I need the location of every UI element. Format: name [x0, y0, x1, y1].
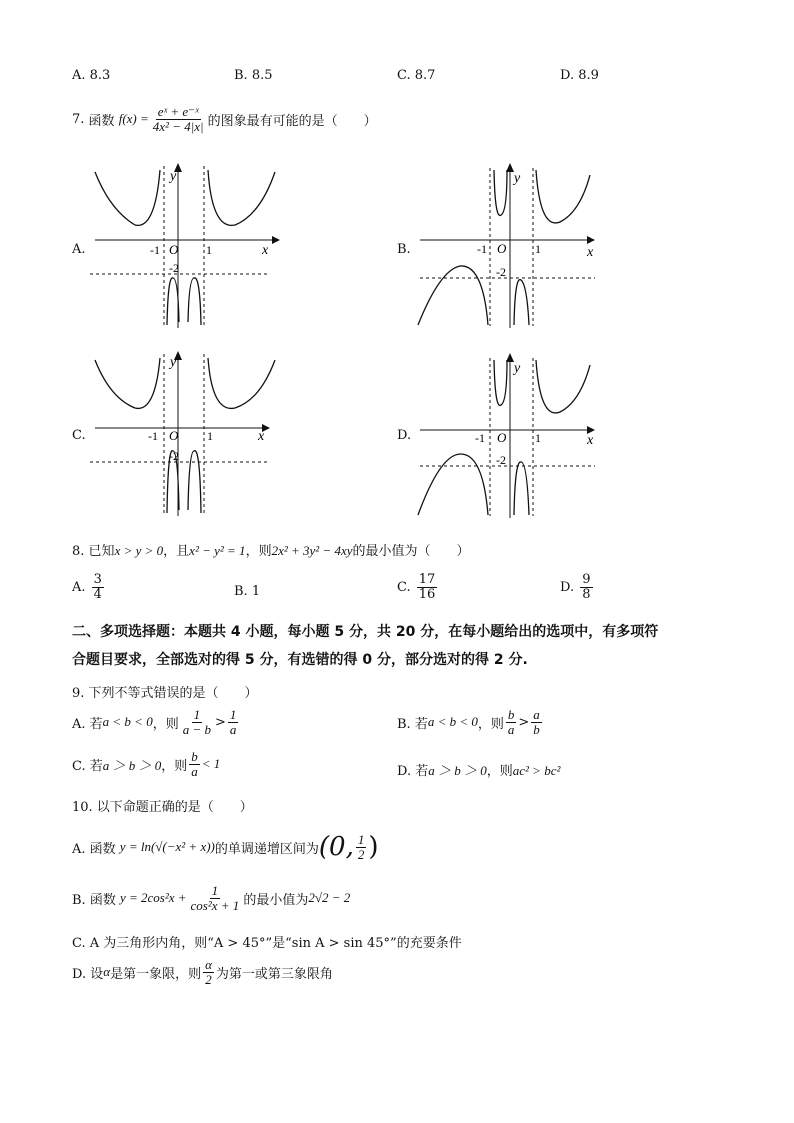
- q10-a-interval-right: ): [368, 832, 379, 862]
- graph-d-neg2: -2: [496, 453, 506, 467]
- q8-a-num: 3: [93, 572, 102, 587]
- q10-a-pre: A. 函数: [72, 841, 116, 857]
- q10-b-den: cos²x + 1: [190, 897, 240, 913]
- q9-c-pre: C. 若: [72, 758, 103, 774]
- graph-b-label: B.: [397, 242, 411, 257]
- q8-text-a: 已知: [88, 544, 115, 559]
- graph-c-neg1: -1: [148, 429, 158, 443]
- q10-d-pre: D. 设: [72, 966, 104, 982]
- q9-a-mid: ，则: [152, 716, 179, 732]
- q9-a-pre: A. 若: [72, 716, 103, 732]
- graph-b-y-label: y: [514, 171, 521, 186]
- graph-c-origin: O: [169, 428, 179, 443]
- q9-d-cond: a ＞ b ＞ 0: [428, 763, 487, 778]
- q10-d-den: 2: [205, 971, 212, 987]
- q9-b-n1: b: [507, 707, 515, 722]
- q9-c-mid: ，则: [161, 758, 188, 774]
- q8-option-c-label: C.: [397, 579, 411, 595]
- graph-b: [415, 160, 605, 330]
- q10-a-interval-left: (0,: [318, 832, 354, 862]
- graph-d-origin: O: [497, 430, 507, 445]
- q10-a-num: 1: [357, 831, 365, 847]
- graph-d-x-label: x: [587, 433, 594, 448]
- q7-number: 7.: [72, 111, 85, 127]
- q9-option-c: [72, 750, 220, 778]
- graph-b-x-label: x: [587, 245, 594, 260]
- q7-function: f(x) =: [118, 111, 149, 127]
- q7-numerator: eˣ + e⁻ˣ: [157, 104, 199, 119]
- q10-b-num: 1: [211, 883, 219, 898]
- q9-d-pre: D. 若: [397, 764, 429, 779]
- q8-c-num: 17: [418, 572, 436, 587]
- q10-b-func: y = 2cos²x +: [119, 890, 187, 906]
- q8-c-den: 16: [418, 586, 436, 602]
- q10-b-mid: 的最小值为: [243, 892, 309, 908]
- q9-option-b: [397, 708, 544, 736]
- q9-b-n2: a: [533, 707, 540, 722]
- q8-d-num: 9: [582, 572, 591, 587]
- q9-d-mid: ，则: [486, 764, 513, 779]
- q10-a-func: y = ln(√(−x² + x)): [119, 839, 215, 854]
- graph-c-y-label: y: [170, 355, 177, 370]
- graph-a-x-label: x: [262, 243, 269, 258]
- q9-option-d: [397, 760, 560, 779]
- q9-b-d2: b: [533, 721, 540, 737]
- q10-d-mid: 是第一象限，则: [110, 966, 202, 982]
- graph-c-x-label: x: [258, 429, 265, 444]
- graph-d-one: 1: [535, 431, 541, 445]
- graph-d: [415, 350, 605, 520]
- graph-c: [90, 348, 290, 518]
- q9-c-n1: b: [191, 749, 198, 764]
- graph-c-neg2: -2: [169, 449, 179, 463]
- graph-c-one: 1: [207, 429, 213, 443]
- section2-line1: 二、多项选择题：本题共 4 小题，每小题 5 分，共 20 分，在每小题给出的选项中，有多项符: [72, 624, 659, 640]
- q8-number: 8.: [72, 544, 85, 559]
- q7-suffix: 的图象最有可能的是（ ）: [207, 113, 377, 129]
- q9-b-d1: a: [507, 721, 515, 737]
- q9-stem: 9. 下列不等式错误的是（ ）: [72, 686, 258, 701]
- q9-a-d2: a: [229, 721, 237, 737]
- q10-option-a: [72, 832, 379, 862]
- q9-b-pre: B. 若: [397, 716, 428, 732]
- q10-option-c: C. A 为三角形内角，则“A > 45°”是“sin A > sin 45°”的充要条件: [72, 936, 462, 951]
- q9-b-mid: ，则: [477, 716, 504, 732]
- graph-b-origin: O: [497, 241, 507, 256]
- q10-option-d: [72, 958, 333, 986]
- section2-line2: 合题目要求，全部选对的得 5 分，有选错的得 0 分，部分选对的得 2 分.: [72, 652, 528, 668]
- q9-d-expr: ac² > bc²: [512, 763, 561, 778]
- graph-a-origin: O: [169, 242, 179, 257]
- q9-a-gt: >: [215, 714, 226, 730]
- q8-option-c: [397, 573, 439, 601]
- graph-b-neg1: -1: [477, 242, 487, 256]
- q9-c-cond: a ＞ b ＞ 0: [102, 757, 162, 773]
- q10-b-pre: B. 函数: [72, 892, 116, 908]
- q10-a-den: 2: [357, 846, 365, 862]
- graph-d-neg1: -1: [475, 431, 485, 445]
- q10-b-value: 2√2 − 2: [308, 890, 351, 906]
- graph-d-label: D.: [397, 428, 412, 443]
- q10-option-b: [72, 884, 350, 912]
- q8-cond2: x² − y² = 1: [189, 543, 246, 558]
- q8-option-b: B. 1: [234, 584, 261, 599]
- q8-option-a: [72, 573, 106, 601]
- q8-stem: [72, 540, 732, 559]
- q6-option-c: C. 8.7: [397, 68, 436, 83]
- q8-text-d: 的最小值为（ ）: [352, 544, 470, 559]
- graph-b-one: 1: [535, 242, 541, 256]
- q8-text-c: ，则: [245, 544, 272, 559]
- q7-denominator: 4x² − 4|x|: [152, 118, 204, 134]
- graph-a: [90, 160, 290, 330]
- q9-a-cond: a < b < 0: [102, 714, 153, 730]
- q7-prefix: 函数: [88, 113, 115, 129]
- q8-expression: 2x² + 3y² − 4xy: [271, 543, 353, 558]
- q10-a-mid: 的单调递增区间为: [214, 841, 319, 857]
- q10-d-num: α: [205, 957, 212, 972]
- graph-a-one: 1: [206, 243, 212, 257]
- q10-stem: 10. 以下命题正确的是（ ）: [72, 800, 253, 815]
- graph-a-neg1: -1: [150, 243, 160, 257]
- q8-text-b: ，且: [163, 544, 190, 559]
- q9-b-cond: a < b < 0: [427, 714, 478, 730]
- q8-cond1: x > y > 0: [114, 543, 164, 558]
- q10-d-alpha: α: [103, 964, 111, 980]
- q10-d-tail: 为第一或第三象限角: [215, 966, 333, 982]
- q7-stem: [72, 105, 732, 133]
- q8-option-d: [560, 573, 595, 601]
- q9-option-a: [72, 708, 240, 736]
- q9-a-d1: a − b: [182, 721, 211, 737]
- q6-option-b: B. 8.5: [234, 68, 273, 83]
- q8-d-den: 8: [582, 586, 591, 602]
- q8-option-d-label: D.: [560, 579, 575, 595]
- q6-option-d: D. 8.9: [560, 68, 599, 83]
- graph-d-y-label: y: [514, 361, 521, 376]
- q8-a-den: 4: [93, 586, 102, 602]
- graph-a-y-label: y: [170, 169, 177, 184]
- graph-b-neg2: -2: [496, 265, 506, 279]
- q6-option-a: A. 8.3: [72, 68, 111, 83]
- graph-a-label: A.: [72, 242, 86, 257]
- graph-c-label: C.: [72, 428, 86, 443]
- q8-option-a-label: A.: [72, 579, 86, 595]
- graph-a-neg2: -2: [169, 261, 179, 275]
- q9-b-gt: >: [518, 714, 530, 730]
- q9-c-tail: < 1: [201, 756, 221, 772]
- q9-a-n1: 1: [193, 707, 201, 722]
- q7-fraction: [151, 105, 206, 133]
- q9-a-n2: 1: [229, 707, 237, 722]
- q9-c-d1: a: [191, 763, 198, 779]
